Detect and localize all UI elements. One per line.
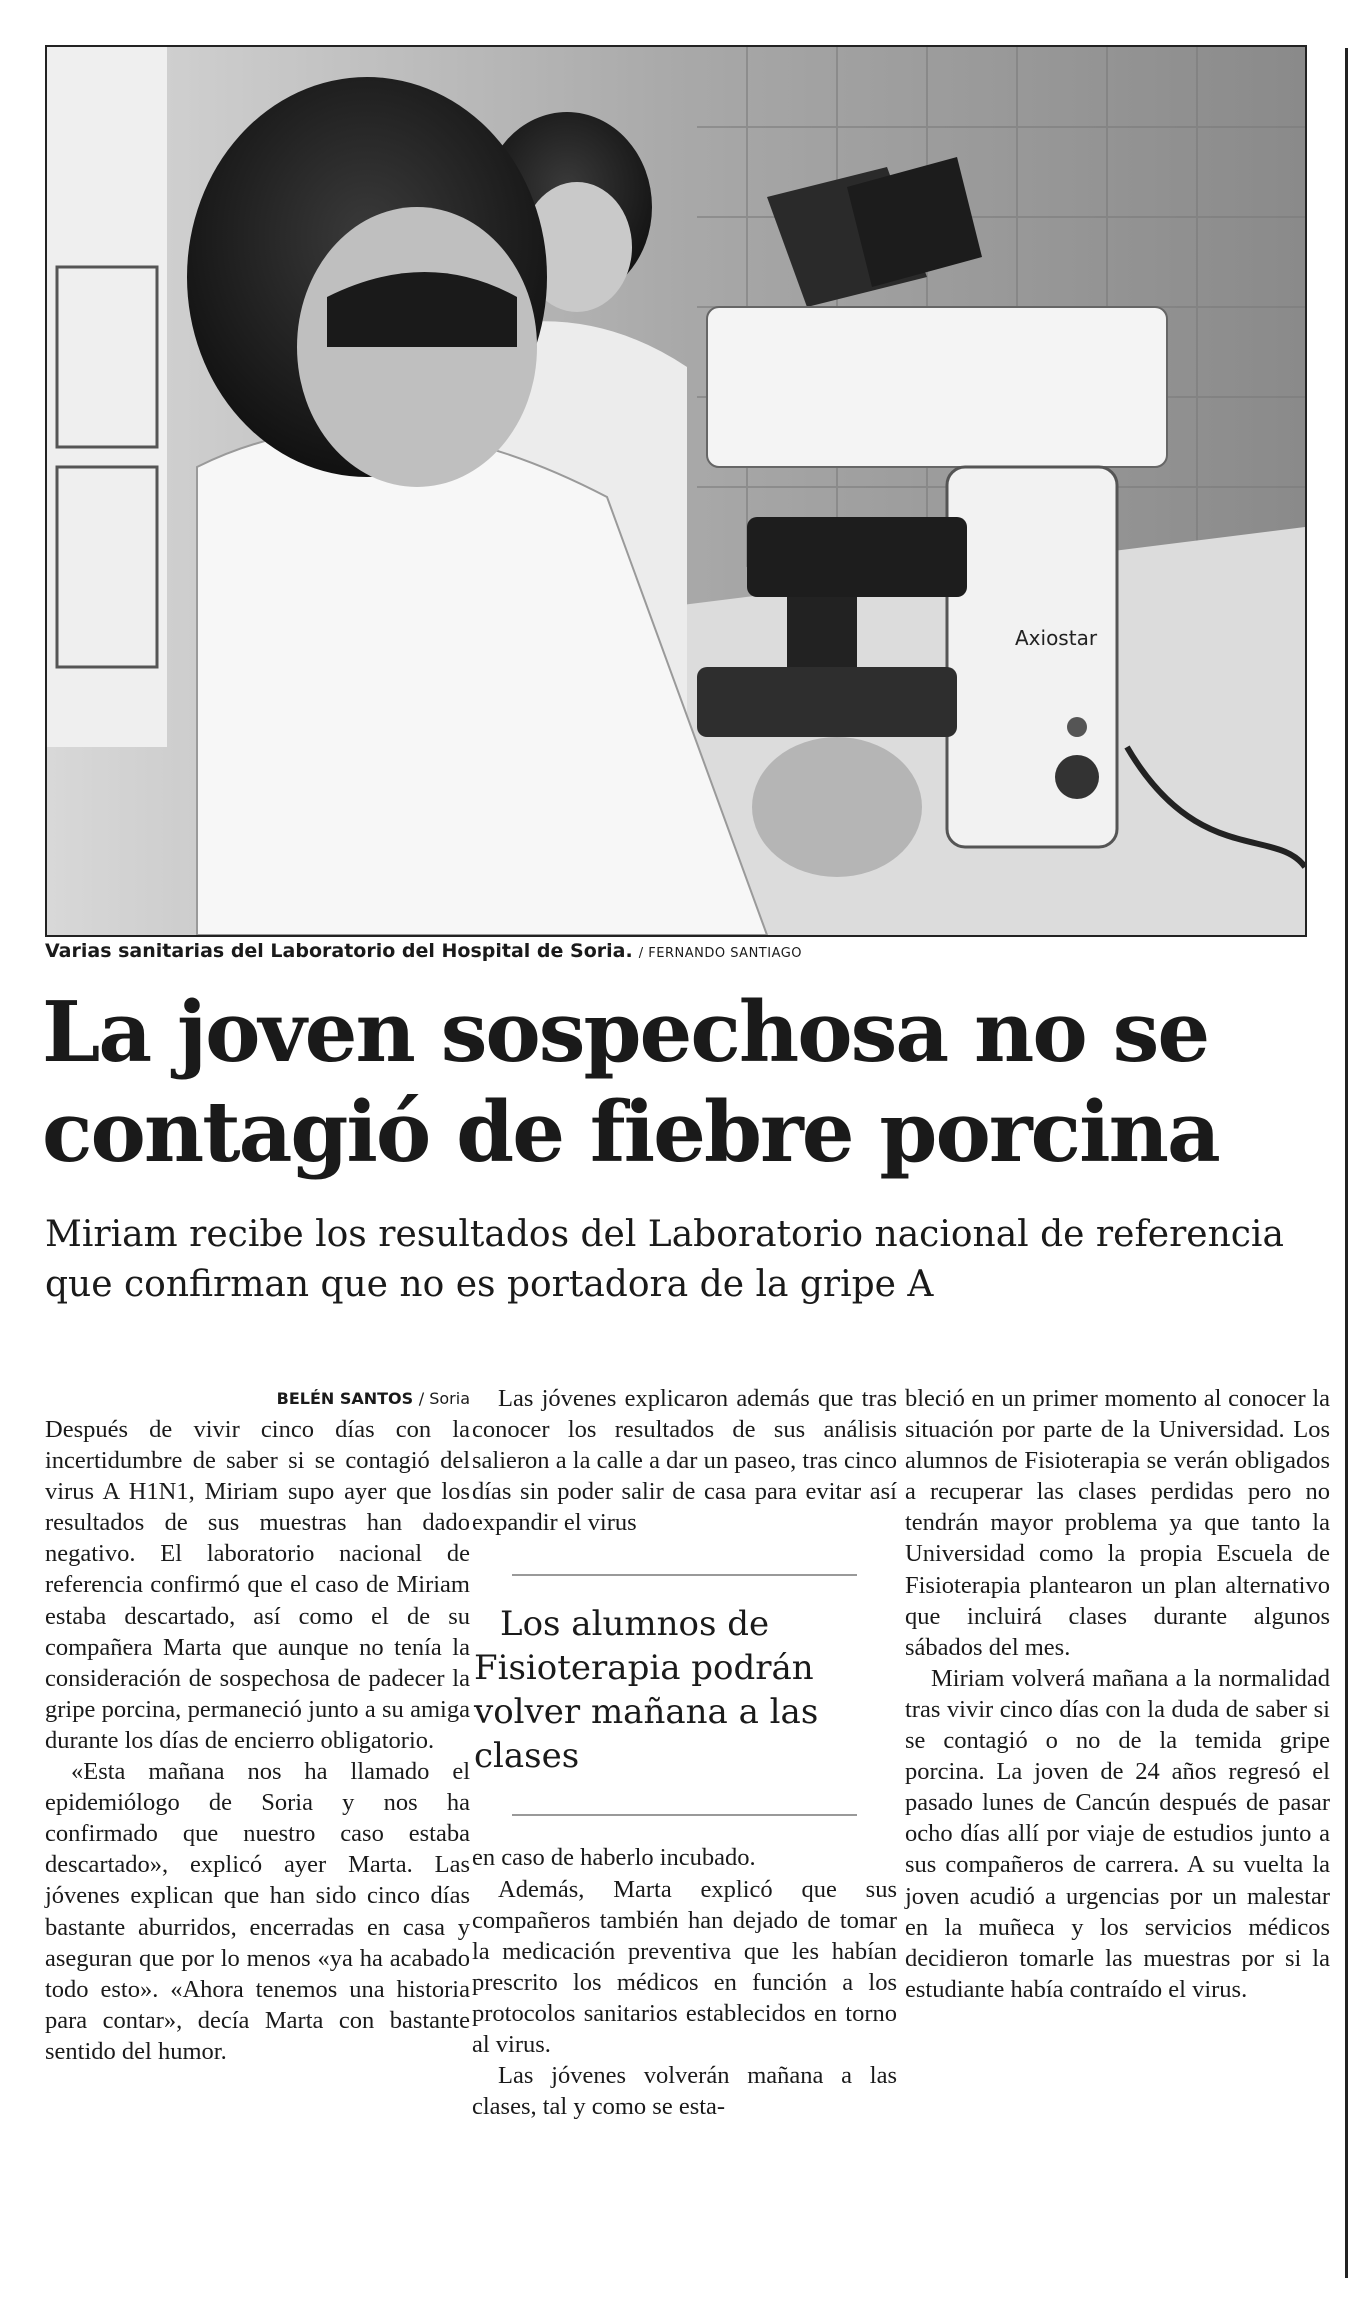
paragraph: «Esta mañana nos ha llamado el epidemiólogo de Soria y nos ha confirmado que nuestro caso estaba descartado», explicó ayer Marta. Las jóvenes explican que han sido cinco días bastante aburridos, encerradas en casa y aseguran que por lo menos «ya ha acabado todo esto». «Ahora tenemos una historia para contar», decía Marta con bastante sentido del humor. <box>45 1758 470 2065</box>
byline-author: BELÉN SANTOS <box>276 1389 414 1408</box>
article-column-2 <box>472 1383 897 2122</box>
news-photo <box>45 45 1307 937</box>
headline: La joven sospechosa no se contagió de fiebre porcina <box>42 983 1219 1181</box>
byline-place: / Soria <box>418 1389 470 1408</box>
paragraph: Miriam volverá mañana a la normalidad tras vivir cinco días con la duda de saber si se contagió o no de la temida gripe porcina. La joven de 24 años regresó el pasado lunes de Cancún después de pasar ocho días allí por viaje de estudios junto a sus compañeros de carrera. A su vuelta la joven acudió a urgencias por un malestar en la muñeca y los servicios médicos decidieron tomarle las muestras por si la estudiante había contraído el virus. <box>905 1664 1330 2003</box>
microscope-brand-label: Axiostar <box>1015 626 1098 650</box>
paragraph: Las jóvenes volverán mañana a las clases, tal y como se esta- <box>472 2062 897 2121</box>
paragraph: Después de vivir cinco días con la incertidumbre de saber si se contagió del virus A H1N1, Miriam supo ayer que los resultados de sus muestras han dado negativo. El laboratorio nacional de referencia confirmó que el caso de Miriam estaba descartado, así como el de su compañera Marta que aunque no tenía la consideración de sospechosa de padecer la gripe porcina, permaneció junto a su amiga durante los días de encierro obligatorio. <box>45 1416 470 1754</box>
paragraph: en caso de haberlo incubado. <box>472 1844 756 1872</box>
pullquote: Los alumnos de Fisioterapia podrán volver mañana a las clases <box>474 1604 819 1777</box>
subheadline: Miriam recibe los resultados del Laboratorio nacional de referencia que confirman que no es portadora de la gripe A <box>45 1214 1284 1305</box>
photo-credit: / FERNANDO SANTIAGO <box>638 946 803 961</box>
paragraph: Las jóvenes explicaron además que tras conocer los resultados de sus análisis salieron a la calle a dar un paseo, tras cinco días sin poder salir de casa para evitar así expandir el virus <box>472 1385 897 1537</box>
paragraph: Además, Marta explicó que sus compañeros también han dejado de tomar la medicación preventiva que les habían prescrito los médicos en función a los protocolos sanitarios establecidos en torno al virus. <box>472 1875 897 2059</box>
pullquote-rule <box>512 1814 857 1816</box>
pullquote-rule <box>512 1574 857 1576</box>
byline <box>45 1383 470 1414</box>
article-column-1 <box>45 1383 470 2067</box>
caption-text: Varias sanitarias del Laboratorio del Hospital de Soria. <box>45 940 633 962</box>
lab-photo-illustration <box>47 47 1305 935</box>
paragraph: bleció en un primer momento al conocer la situación por parte de la Universidad. Los alumnos de Fisioterapia se verán obligados a recuperar las clases perdidas pero no tendrán mayor problema ya que tanto la Universidad como la propia Escuela de Fisioterapia plantearon un plan alternativo que incluirá clases durante algunos sábados del mes. <box>905 1385 1330 1661</box>
photo-caption <box>45 940 802 962</box>
article-column-3 <box>905 1383 1330 2005</box>
column-rule <box>1345 48 1348 2278</box>
